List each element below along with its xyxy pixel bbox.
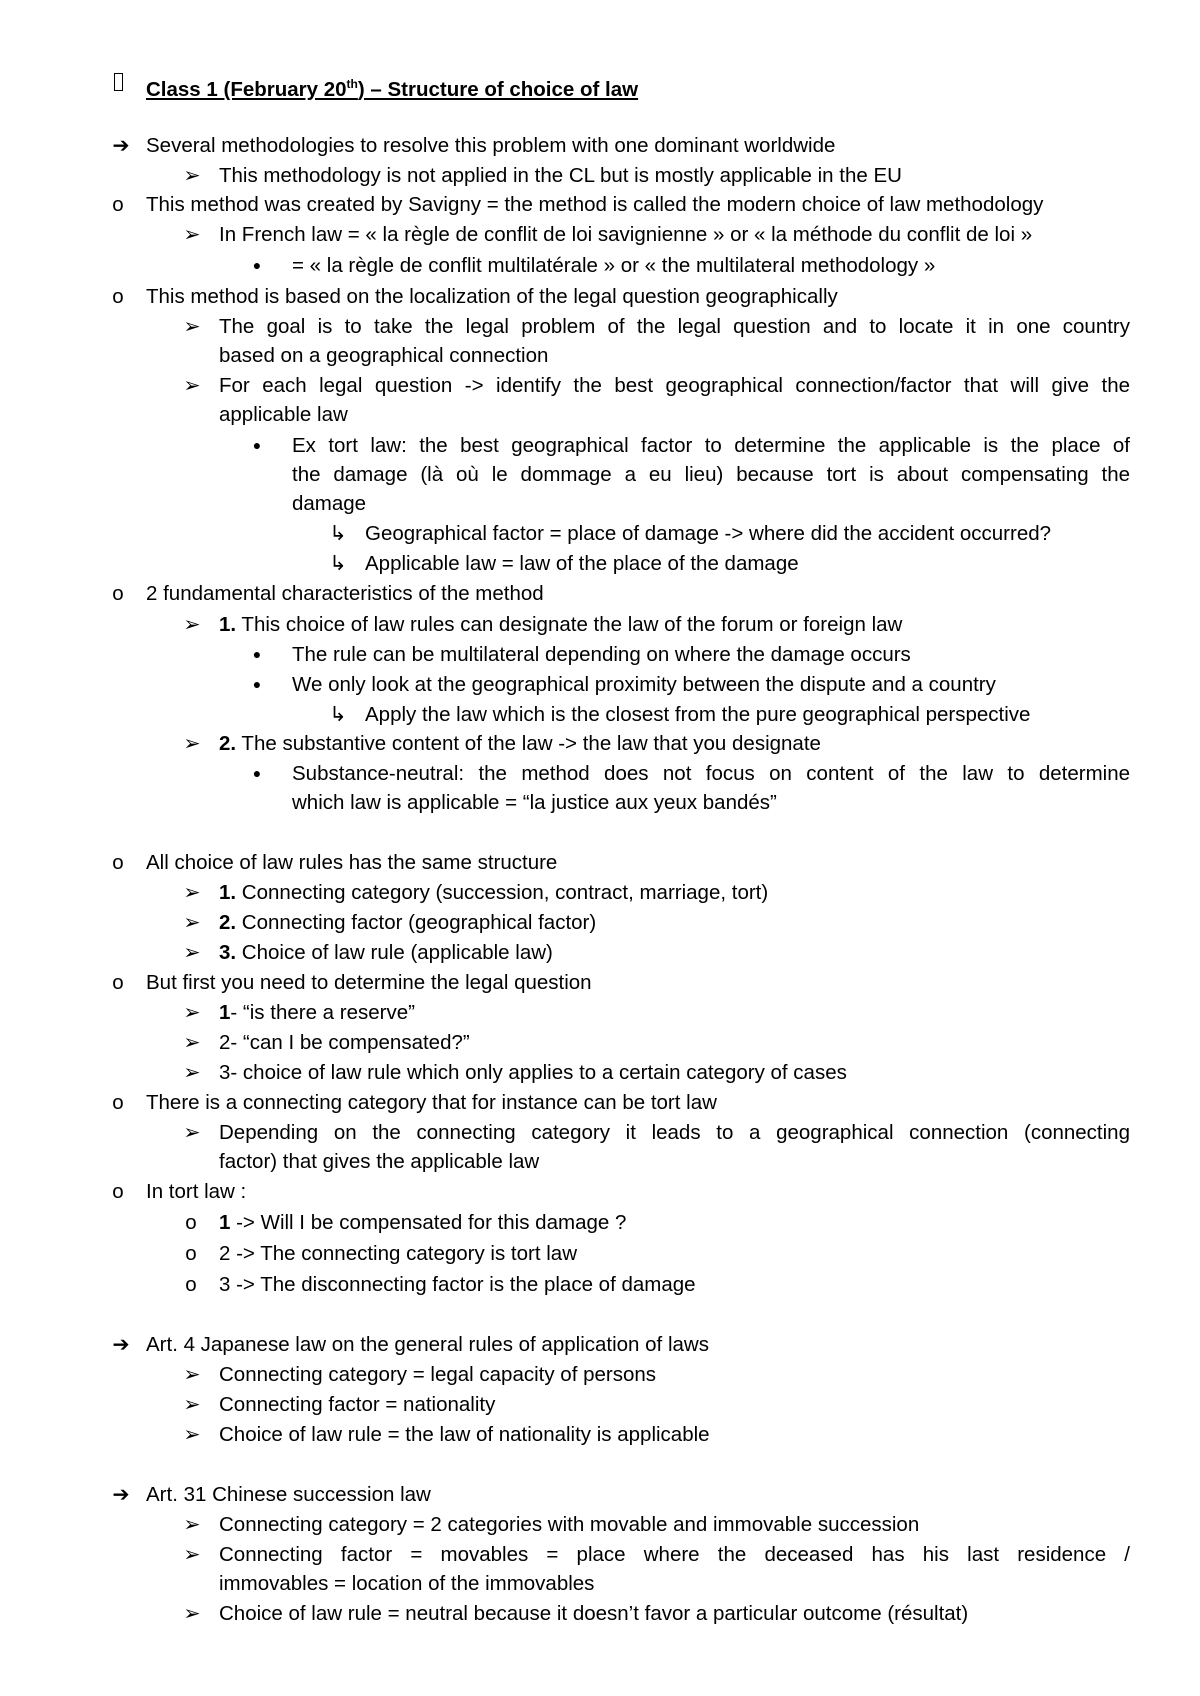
list-item: Choice of law rule = neutral because it doesn’t favor a particular outcome (résultat) xyxy=(219,1602,969,1625)
curved-arrow-icon: ↳ xyxy=(329,552,347,575)
triangle-bullet-icon: ➢ xyxy=(183,1121,201,1144)
list-item: Connecting category = legal capacity of persons xyxy=(219,1363,657,1386)
list-item: 1- “is there a reserve” xyxy=(219,1001,415,1024)
list-item: 2 fundamental characteristics of the method xyxy=(146,582,544,605)
triangle-bullet-icon: ➢ xyxy=(183,881,201,904)
list-item: 2. Connecting factor (geographical factor) xyxy=(219,911,597,934)
arrow-bullet-icon: ➔ xyxy=(112,1333,130,1356)
list-item: Connecting category = 2 categories with movable and immovable succession xyxy=(219,1513,920,1536)
triangle-bullet-icon: ➢ xyxy=(183,613,201,636)
circle-bullet-icon: o xyxy=(185,1273,197,1296)
list-item: In tort law : xyxy=(146,1180,247,1203)
list-item: 3 -> The disconnecting factor is the place of damage xyxy=(219,1273,696,1296)
list-item: But first you need to determine the legal question xyxy=(146,971,592,994)
list-item: 1. Connecting category (succession, contract, marriage, tort) xyxy=(219,881,769,904)
dot-bullet-icon: ● xyxy=(252,765,262,781)
title-marker-icon xyxy=(108,70,128,99)
curved-arrow-icon: ↳ xyxy=(329,522,347,545)
list-item: 2. The substantive content of the law -> the law that you designate xyxy=(219,732,821,755)
circle-bullet-icon: o xyxy=(112,1180,124,1203)
triangle-bullet-icon: ➢ xyxy=(183,1423,201,1446)
triangle-bullet-icon: ➢ xyxy=(183,1061,201,1084)
list-item: All choice of law rules has the same structure xyxy=(146,851,558,874)
list-item: This method was created by Savigny = the method is called the modern choice of law methodology xyxy=(146,193,1044,216)
curved-arrow-icon: ↳ xyxy=(329,703,347,726)
list-item: damage xyxy=(292,492,367,515)
list-item: Applicable law = law of the place of the damage xyxy=(365,552,799,575)
triangle-bullet-icon: ➢ xyxy=(183,1513,201,1536)
section-heading: Art. 31 Chinese succession law xyxy=(146,1483,431,1506)
triangle-bullet-icon: ➢ xyxy=(183,315,201,338)
list-item: Depending on the connecting category it leads to a geographical connection (connecting xyxy=(219,1121,1130,1144)
list-item: 2- “can I be compensated?” xyxy=(219,1031,470,1054)
list-item: For each legal question -> identify the best geographical connection/factor that will give the xyxy=(219,374,1130,397)
triangle-bullet-icon: ➢ xyxy=(183,911,201,934)
triangle-bullet-icon: ➢ xyxy=(183,1031,201,1054)
list-item: This method is based on the localization of the legal question geographically xyxy=(146,285,838,308)
list-item: Connecting factor = nationality xyxy=(219,1393,496,1416)
circle-bullet-icon: o xyxy=(112,851,124,874)
triangle-bullet-icon: ➢ xyxy=(183,941,201,964)
list-item: Geographical factor = place of damage -> where did the accident occurred? xyxy=(365,522,1052,545)
list-item: Substance-neutral: the method does not focus on content of the law to determine xyxy=(292,762,1130,785)
circle-bullet-icon: o xyxy=(185,1242,197,1265)
list-item: Apply the law which is the closest from the pure geographical perspective xyxy=(365,703,1031,726)
list-item: factor) that gives the applicable law xyxy=(219,1150,540,1173)
triangle-bullet-icon: ➢ xyxy=(183,1363,201,1386)
list-item: the damage (là où le dommage a eu lieu) because tort is about compensating the xyxy=(292,463,1130,486)
dot-bullet-icon: ● xyxy=(252,257,262,273)
circle-bullet-icon: o xyxy=(185,1211,197,1234)
circle-bullet-icon: o xyxy=(112,971,124,994)
list-item: 3. Choice of law rule (applicable law) xyxy=(219,941,553,964)
arrow-bullet-icon: ➔ xyxy=(112,134,130,157)
list-item: applicable law xyxy=(219,403,348,426)
circle-bullet-icon: o xyxy=(112,582,124,605)
triangle-bullet-icon: ➢ xyxy=(183,1602,201,1625)
dot-bullet-icon: ● xyxy=(252,437,262,453)
triangle-bullet-icon: ➢ xyxy=(183,164,201,187)
section-heading: Several methodologies to resolve this problem with one dominant worldwide xyxy=(146,134,836,157)
list-item: We only look at the geographical proximity between the dispute and a country xyxy=(292,673,996,696)
list-item: 3- choice of law rule which only applies to a certain category of cases xyxy=(219,1061,847,1084)
list-item: This methodology is not applied in the CL but is mostly applicable in the EU xyxy=(219,164,902,187)
list-item: 1 -> Will I be compensated for this damage ? xyxy=(219,1211,627,1234)
list-item: The rule can be multilateral depending on where the damage occurs xyxy=(292,643,911,666)
list-item: immovables = location of the immovables xyxy=(219,1572,595,1595)
triangle-bullet-icon: ➢ xyxy=(183,374,201,397)
triangle-bullet-icon: ➢ xyxy=(183,732,201,755)
triangle-bullet-icon: ➢ xyxy=(183,1393,201,1416)
circle-bullet-icon: o xyxy=(112,285,124,308)
page-title: Class 1 (February 20th) – Structure of choice of law xyxy=(146,77,639,101)
list-item: Choice of law rule = the law of nationality is applicable xyxy=(219,1423,710,1446)
list-item: 1. This choice of law rules can designate the law of the forum or foreign law xyxy=(219,613,903,636)
list-item: based on a geographical connection xyxy=(219,344,549,367)
list-item: The goal is to take the legal problem of the legal question and to locate it in one country xyxy=(219,315,1130,338)
arrow-bullet-icon: ➔ xyxy=(112,1483,130,1506)
list-item: Connecting factor = movables = place where the deceased has his last residence / xyxy=(219,1543,1130,1566)
dot-bullet-icon: ● xyxy=(252,676,262,692)
triangle-bullet-icon: ➢ xyxy=(183,1001,201,1024)
circle-bullet-icon: o xyxy=(112,193,124,216)
list-item: Ex tort law: the best geographical factor to determine the applicable is the place of xyxy=(292,434,1130,457)
list-item: = « la règle de conflit multilatérale » or « the multilateral methodology » xyxy=(292,254,936,277)
dot-bullet-icon: ● xyxy=(252,646,262,662)
list-item: There is a connecting category that for instance can be tort law xyxy=(146,1091,717,1114)
triangle-bullet-icon: ➢ xyxy=(183,223,201,246)
list-item: 2 -> The connecting category is tort law xyxy=(219,1242,577,1265)
list-item: which law is applicable = “la justice aux yeux bandés” xyxy=(292,791,777,814)
triangle-bullet-icon: ➢ xyxy=(183,1543,201,1566)
section-heading: Art. 4 Japanese law on the general rules of application of laws xyxy=(146,1333,709,1356)
circle-bullet-icon: o xyxy=(112,1091,124,1114)
list-item: In French law = « la règle de conflit de loi savignienne » or « la méthode du conflit de loi » xyxy=(219,223,1033,246)
